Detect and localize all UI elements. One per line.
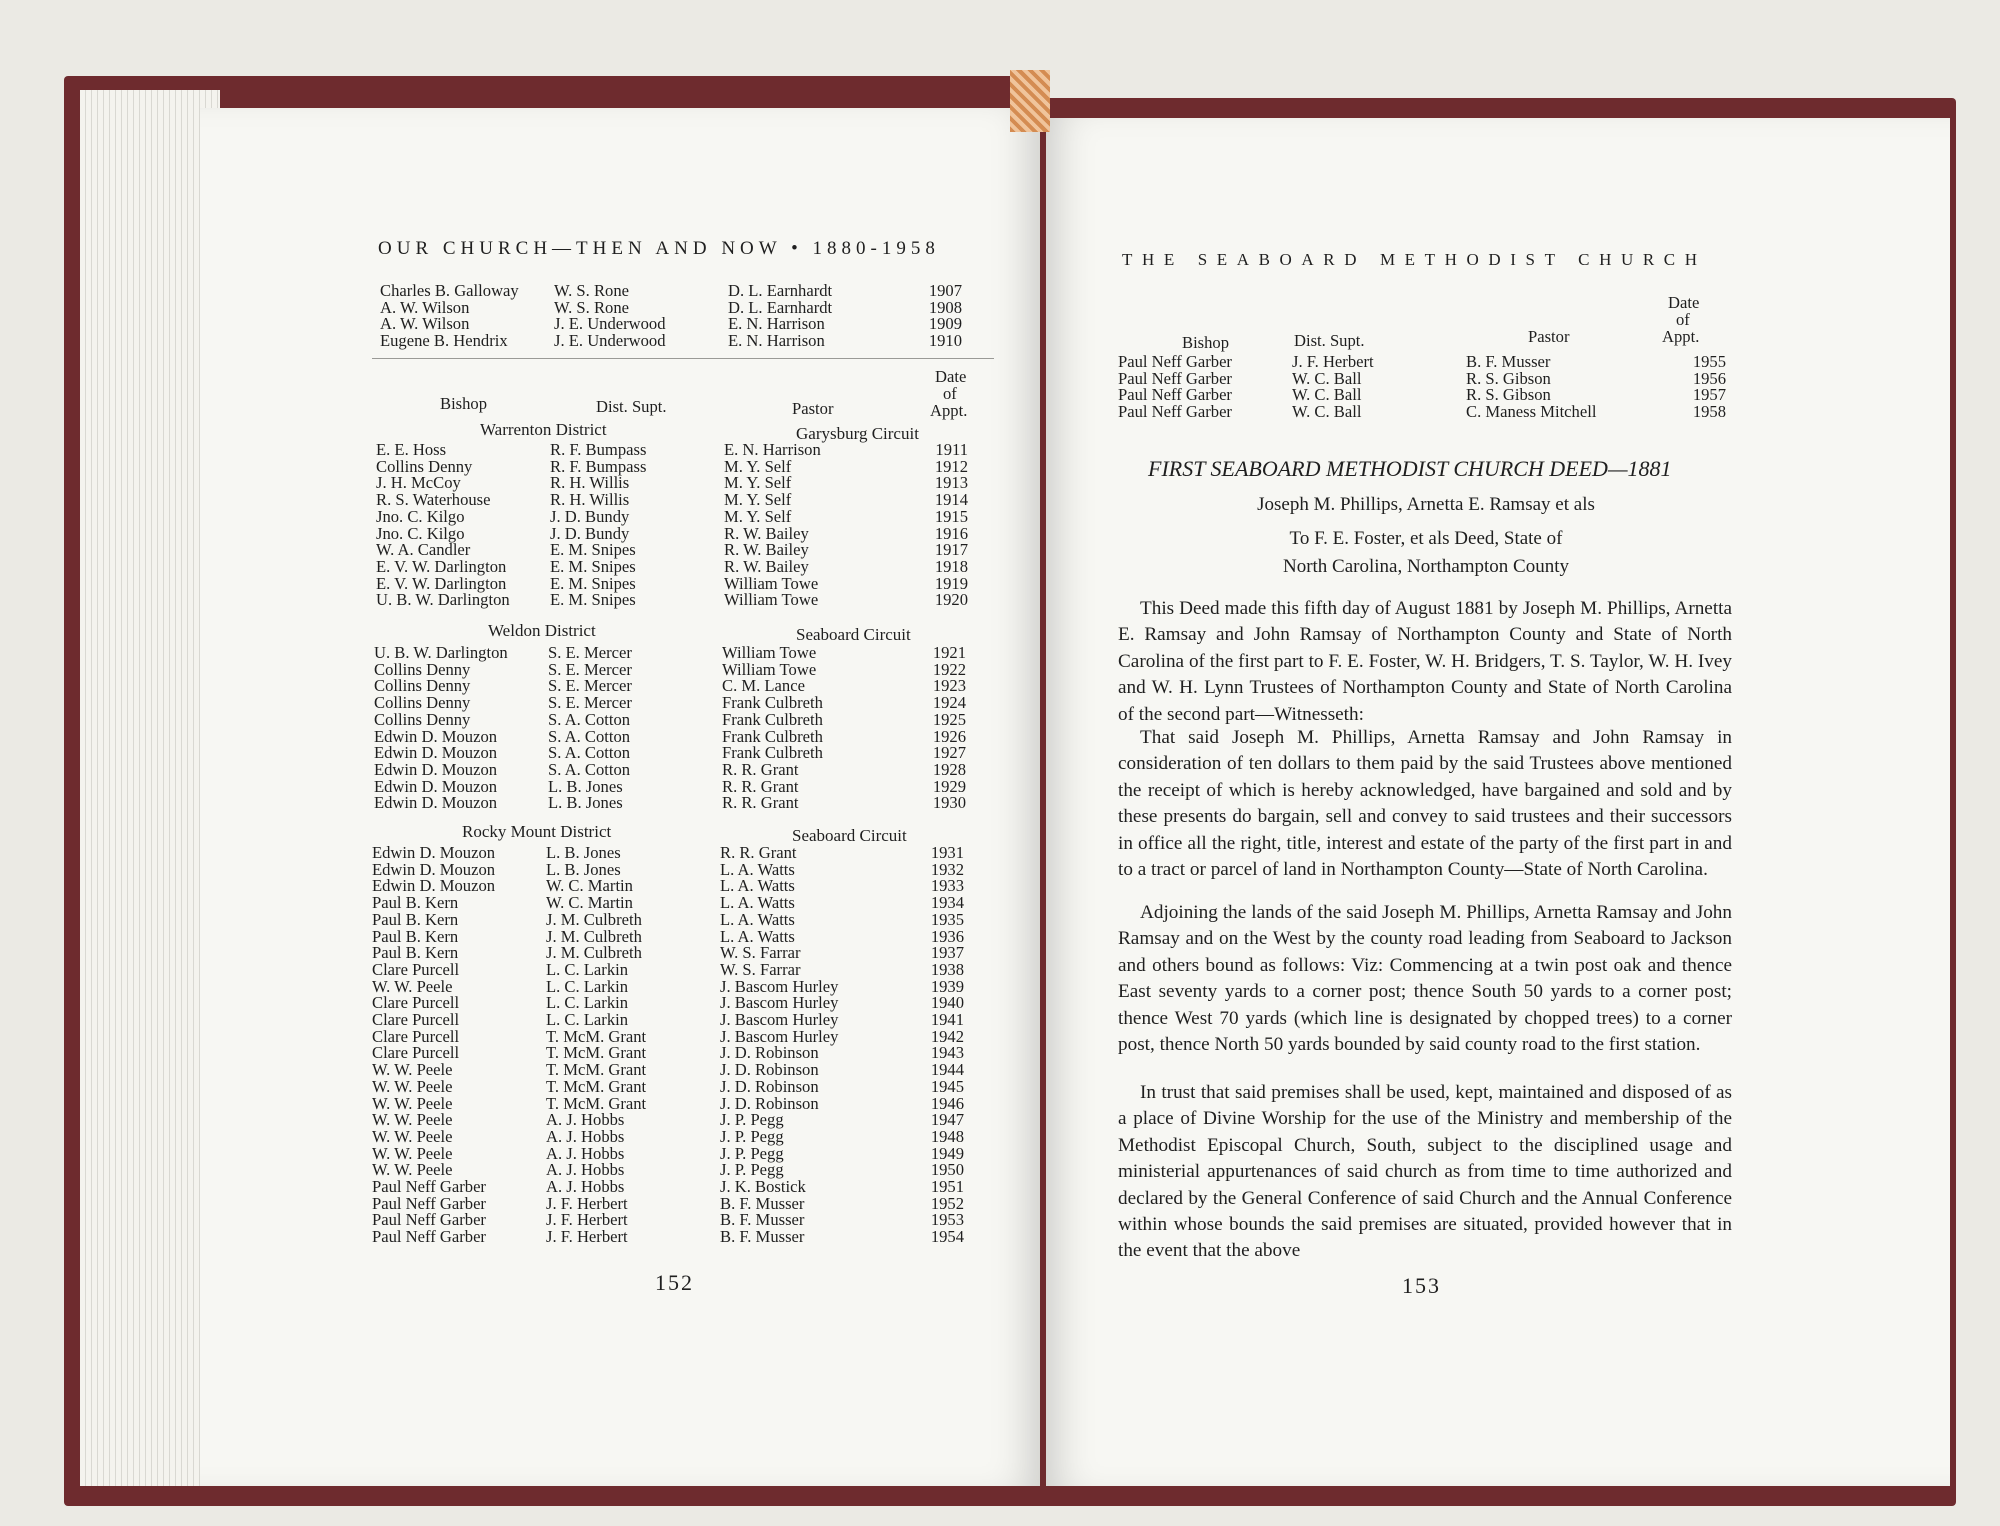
year-cell: 1927 [932,743,966,763]
dist-supt-cell: W. C. Martin [546,893,633,913]
table-row [372,926,964,946]
dist-supt-cell: W. S. Rone [554,297,629,317]
pastor-cell: Frank Culbreth [722,709,823,729]
dist-supt-cell: R. H. Willis [550,473,630,493]
year-cell: 1924 [932,693,966,713]
bishop-cell: E. V. W. Darlington [376,556,507,576]
bishop-cell: W. W. Peele [372,1160,453,1180]
dist-supt-cell: J. F. Herbert [546,1227,628,1247]
bishop-cell: Clare Purcell [372,993,460,1013]
pastor-cell: E. N. Harrison [728,314,825,334]
year-cell: 1932 [930,859,964,879]
pastor-cell: C. M. Lance [722,676,805,696]
bishop-cell: W. W. Peele [372,1110,453,1130]
pastor-cell: William Towe [722,643,817,662]
year-cell: 1958 [1692,402,1726,422]
dist-supt-cell: L. C. Larkin [546,1010,629,1030]
pastor-cell: D. L. Earnhardt [728,281,833,300]
weldon-rows [374,645,966,812]
bishop-cell: W. W. Peele [372,976,453,996]
pastor-cell: W. S. Farrar [720,959,801,979]
deed-paragraph-3: Adjoining the lands of the said Joseph M. Phillips, Arnetta Ramsay and John Ramsay and on the West by the county road leading from Seaboard to Jackson and others bound as follows: Viz: Commencing at a twin post oak and thence East seventy yards to a corner post; thence South 50 yards to a corner post; thence West 70 yards (which line is designated by chopped trees) to a corner post, thence North 50 yards bounded by said county road to the first station. [1118,902,1732,1056]
pastor-cell: Frank Culbreth [722,726,823,746]
bishop-cell: Paul Neff Garber [1118,402,1232,422]
bishop-cell: W. A. Candler [376,540,471,560]
dist-supt-cell: S. E. Mercer [548,693,632,713]
year-cell: 1918 [934,556,968,576]
pastor-cell: R. R. Grant [722,776,799,796]
bishop-cell: Edwin D. Mouzon [372,843,496,862]
year-cell: 1919 [934,573,968,593]
year-cell: 1913 [934,473,968,493]
dist-supt-cell: S. A. Cotton [548,759,631,779]
dist-supt-cell: L. B. Jones [548,776,623,796]
pastor-cell: R. W. Bailey [724,540,809,560]
bishop-cell: Charles B. Galloway [380,281,519,300]
table-row [1118,404,1726,421]
dist-supt-cell: W. C. Martin [546,876,633,896]
table-row [372,976,964,996]
right-running-head: THE SEABOARD METHODIST CHURCH [1122,250,1707,269]
dist-supt-cell: L. B. Jones [548,793,623,813]
dist-supt-cell: E. M. Snipes [550,540,636,560]
table-row [372,995,964,1012]
table-row [380,333,962,350]
table-row [372,1076,964,1096]
pastor-cell: L. A. Watts [720,909,795,929]
header-pastor: Pastor [792,399,834,418]
pastor-cell: J. P. Pegg [720,1143,784,1163]
pastor-cell: B. F. Musser [720,1193,805,1213]
table-divider [372,358,994,359]
year-cell: 1935 [930,909,964,929]
dist-supt-cell: J. M. Culbreth [546,909,642,929]
dist-supt-cell: J. D. Bundy [550,523,630,543]
dist-supt-cell: L. B. Jones [546,859,621,879]
pastor-cell: L. A. Watts [720,926,795,946]
pastor-cell: J. D. Robinson [720,1043,819,1063]
pastor-cell: Frank Culbreth [722,693,823,713]
year-cell: 1956 [1692,368,1726,388]
table-row [372,1093,964,1113]
right-page-number: 153 [1402,1273,1441,1298]
bishop-cell: W. W. Peele [372,1076,453,1096]
dist-supt-cell: L. C. Larkin [546,976,629,996]
header-bishop: Bishop [440,394,488,413]
year-cell: 1953 [930,1210,964,1230]
dist-supt-cell: J. F. Herbert [1292,352,1374,371]
year-cell: 1948 [930,1126,964,1146]
deed-paragraph-1: This Deed made this fifth day of August 1881 by Joseph M. Phillips, Arnetta E. Ramsay and John Ramsay of Northampton County and State of North Carolina of the first part to F. E. Foster, W. H. Bridgers, T. S. Taylor, W. H. Ivey and W. H. Lynn Trustees of Northampton County and State of North Carolina of the second part—Witnesseth: [1118,598,1732,725]
year-cell: 1926 [932,726,966,746]
bishop-cell: R. S. Waterhouse [376,490,491,510]
dist-supt-cell: E. M. Snipes [550,590,636,610]
bishop-cell: E. E. Hoss [376,440,447,459]
district-warrenton: Warrenton District [480,420,607,439]
table-row [372,1143,964,1163]
bishop-cell: W. W. Peele [372,1143,453,1163]
dist-supt-cell: L. C. Larkin [546,993,629,1013]
deed-paragraph-4: In trust that said premises shall be used, kept, maintained and disposed of as a place of Divine Worship for the use of the Ministry and membership of the Methodist Episcopal Church, South, subject to the disciplined usage and ministerial appurtenances of said church as from time to time authorized and declared by the General Conference of said Church and the Annual Conference within whose bounds the said premises are situated, provided however that in the event that the above [1118,1082,1732,1262]
table-row [376,592,968,609]
dist-supt-cell: S. E. Mercer [548,676,632,696]
pastor-cell: J. P. Pegg [720,1126,784,1146]
pastor-cell: E. N. Harrison [724,440,821,459]
dist-supt-cell: W. C. Ball [1292,402,1362,422]
header-pastor: Pastor [1528,327,1570,346]
pastor-cell: J. D. Robinson [720,1060,819,1080]
header-date: Date [935,367,967,386]
left-running-head: OUR CHURCH—THEN AND NOW • 1880-1958 [378,238,940,259]
table-row [372,1012,964,1029]
year-cell: 1933 [930,876,964,896]
bishop-cell: Collins Denny [376,456,473,476]
table-row [372,945,964,962]
pastor-cell: R. R. Grant [722,759,799,779]
dist-supt-cell: W. S. Rone [554,281,629,300]
pastor-cell: M. Y. Self [724,473,792,493]
year-cell: 1931 [930,843,964,862]
pastor-cell: R. W. Bailey [724,523,809,543]
dist-supt-cell: T. McM. Grant [546,1060,647,1080]
dist-supt-cell: S. E. Mercer [548,643,632,662]
bishop-cell: A. W. Wilson [380,314,470,334]
year-cell: 1944 [930,1060,964,1080]
pastor-cell: W. S. Farrar [720,943,801,963]
header-dist-supt: Dist. Supt. [596,397,667,416]
table-row [372,909,964,929]
pastor-cell: R. S. Gibson [1466,368,1551,388]
pastor-cell: J. P. Pegg [720,1110,784,1130]
bishop-cell: Paul Neff Garber [372,1193,486,1213]
year-cell: 1923 [932,676,966,696]
year-cell: 1910 [928,331,962,351]
bishop-cell: Collins Denny [374,676,471,696]
year-cell: 1949 [930,1143,964,1163]
dist-supt-cell: J. E. Underwood [554,331,666,351]
pastor-cell: J. K. Bostick [720,1177,806,1197]
bishop-cell: Paul B. Kern [372,909,459,929]
pastor-cell: B. F. Musser [720,1227,805,1247]
bishop-cell: Edwin D. Mouzon [374,776,498,796]
bishop-cell: Paul Neff Garber [1118,385,1232,405]
dist-supt-cell: L. B. Jones [546,843,621,862]
dist-supt-cell: J. M. Culbreth [546,943,642,963]
dist-supt-cell: S. A. Cotton [548,726,631,746]
bishop-cell: Edwin D. Mouzon [374,759,498,779]
bishop-cell: Edwin D. Mouzon [374,793,498,813]
dist-supt-cell: W. C. Ball [1292,368,1362,388]
bishop-cell: Paul B. Kern [372,943,459,963]
dist-supt-cell: A. J. Hobbs [546,1160,625,1180]
pastor-cell: M. Y. Self [724,456,792,476]
year-cell: 1936 [930,926,964,946]
appointments-table-1907-1910 [380,283,962,350]
bishop-cell: Paul Neff Garber [1118,352,1232,371]
deed-line-grantee: To F. E. Foster, et als Deed, State of [1289,528,1563,549]
deed-line-parties: Joseph M. Phillips, Arnetta E. Ramsay et als [1257,494,1595,515]
circuit-garysburg: Garysburg Circuit [796,424,919,443]
year-cell: 1917 [934,540,968,560]
pastor-cell: L. A. Watts [720,859,795,879]
table-row [372,1112,964,1129]
pastor-cell: B. F. Musser [720,1210,805,1230]
year-cell: 1955 [1692,352,1726,371]
dist-supt-cell: S. E. Mercer [548,659,632,679]
header-appt: Appt. [930,401,968,420]
pastor-cell: R. W. Bailey [724,556,809,576]
bishop-cell: J. H. McCoy [376,473,461,493]
year-cell: 1947 [930,1110,964,1130]
table-row [372,1026,964,1046]
circuit-seaboard-2: Seaboard Circuit [792,826,907,845]
table-row [376,506,968,526]
header-of: of [1676,310,1690,329]
dist-supt-cell: A. J. Hobbs [546,1110,625,1130]
header-bishop: Bishop [1182,333,1230,352]
dist-supt-cell: R. F. Bumpass [550,440,647,459]
year-cell: 1912 [934,456,968,476]
bishop-cell: Eugene B. Hendrix [380,331,508,351]
pastor-cell: William Towe [722,659,817,679]
bishop-cell: Paul Neff Garber [372,1177,486,1197]
year-cell: 1921 [932,643,966,662]
dist-supt-cell: T. McM. Grant [546,1043,647,1063]
pastor-cell: B. F. Musser [1466,352,1551,371]
pastor-cell: William Towe [724,590,819,610]
dist-supt-cell: A. J. Hobbs [546,1143,625,1163]
pastor-cell: Frank Culbreth [722,743,823,763]
year-cell: 1916 [934,523,968,543]
bishop-cell: A. W. Wilson [380,297,470,317]
year-cell: 1945 [930,1076,964,1096]
header-of: of [943,384,957,403]
year-cell: 1957 [1692,385,1726,405]
year-cell: 1954 [930,1227,964,1247]
bishop-cell: Collins Denny [374,709,471,729]
bishop-cell: W. W. Peele [372,1126,453,1146]
year-cell: 1937 [930,943,964,963]
bishop-cell: Collins Denny [374,659,471,679]
pastor-cell: J. P. Pegg [720,1160,784,1180]
bishop-cell: Clare Purcell [372,1043,460,1063]
bookmark-ribbon [1010,70,1050,132]
year-cell: 1939 [930,976,964,996]
pastor-cell: J. Bascom Hurley [720,1010,839,1030]
table-row [372,1045,964,1062]
bishop-cell: Paul B. Kern [372,893,459,913]
warrenton-rows [376,442,968,609]
year-cell: 1951 [930,1177,964,1197]
pastor-cell: William Towe [724,573,819,593]
header-dist-supt: Dist. Supt. [1294,331,1365,350]
pastor-cell: D. L. Earnhardt [728,297,833,317]
header-date: Date [1668,293,1700,312]
dist-supt-cell: T. McM. Grant [546,1076,647,1096]
dist-supt-cell: E. M. Snipes [550,573,636,593]
pastor-cell: M. Y. Self [724,506,792,526]
bishop-cell: Paul Neff Garber [372,1210,486,1230]
dist-supt-cell: T. McM. Grant [546,1093,647,1113]
dist-supt-cell: J. F. Herbert [546,1193,628,1213]
year-cell: 1908 [928,297,962,317]
table-row [372,1126,964,1146]
year-cell: 1915 [934,506,968,526]
year-cell: 1943 [930,1043,964,1063]
dist-supt-cell: S. A. Cotton [548,743,631,763]
circuit-seaboard-1: Seaboard Circuit [796,625,911,644]
dist-supt-cell: E. M. Snipes [550,556,636,576]
dist-supt-cell: J. F. Herbert [546,1210,628,1230]
year-cell: 1934 [930,893,964,913]
dist-supt-cell: J. E. Underwood [554,314,666,334]
dist-supt-cell: S. A. Cotton [548,709,631,729]
year-cell: 1925 [932,709,966,729]
bishop-cell: Paul B. Kern [372,926,459,946]
bishop-cell: Edwin D. Mouzon [372,876,496,896]
dist-supt-cell: L. C. Larkin [546,959,629,979]
table-row [374,709,966,729]
bishop-cell: Clare Purcell [372,1010,460,1030]
year-cell: 1922 [932,659,966,679]
district-weldon: Weldon District [488,621,596,640]
deed-title: FIRST SEABOARD METHODIST CHURCH DEED—1881 [1148,456,1672,481]
bishop-cell: Clare Purcell [372,1026,460,1046]
left-page-number: 152 [655,1270,694,1295]
pastor-cell: C. Maness Mitchell [1466,402,1597,422]
table-row [374,795,966,812]
rocky-mount-rows [372,845,964,1246]
pastor-cell: R. R. Grant [720,843,797,862]
pastor-cell: R. S. Gibson [1466,385,1551,405]
table-row [372,878,964,895]
bishop-cell: W. W. Peele [372,1093,453,1113]
bishop-cell: Collins Denny [374,693,471,713]
year-cell: 1941 [930,1010,964,1030]
year-cell: 1950 [930,1160,964,1180]
table-row [372,1062,964,1079]
year-cell: 1911 [935,440,968,459]
dist-supt-cell: J. D. Bundy [550,506,630,526]
year-cell: 1914 [934,490,968,510]
pastor-cell: M. Y. Self [724,490,792,510]
pastor-cell: J. Bascom Hurley [720,976,839,996]
dist-supt-cell: R. F. Bumpass [550,456,647,476]
bishop-cell: Edwin D. Mouzon [374,743,498,763]
appointments-table-1955-1958 [1118,354,1726,421]
table-row [372,895,964,912]
year-cell: 1938 [930,959,964,979]
year-cell: 1920 [934,590,968,610]
page-edges [80,90,220,1486]
bishop-cell: Paul Neff Garber [372,1227,486,1247]
year-cell: 1907 [928,281,962,300]
pastor-cell: J. D. Robinson [720,1076,819,1096]
table-row [376,456,968,476]
year-cell: 1929 [932,776,966,796]
pastor-cell: J. Bascom Hurley [720,993,839,1013]
bishop-cell: Paul Neff Garber [1118,368,1232,388]
header-appt: Appt. [1662,327,1700,346]
pastor-cell: L. A. Watts [720,876,795,896]
table-row [372,959,964,979]
bishop-cell: U. B. W. Darlington [376,590,510,610]
table-row [372,1229,964,1246]
bishop-cell: Clare Purcell [372,959,460,979]
pastor-cell: E. N. Harrison [728,331,825,351]
pastor-cell: J. D. Robinson [720,1093,819,1113]
year-cell: 1942 [930,1026,964,1046]
year-cell: 1952 [930,1193,964,1213]
dist-supt-cell: R. H. Willis [550,490,630,510]
dist-supt-cell: J. M. Culbreth [546,926,642,946]
bishop-cell: Jno. C. Kilgo [376,506,465,526]
year-cell: 1940 [930,993,964,1013]
year-cell: 1946 [930,1093,964,1113]
dist-supt-cell: A. J. Hobbs [546,1126,625,1146]
dist-supt-cell: W. C. Ball [1292,385,1362,405]
bishop-cell: Edwin D. Mouzon [374,726,498,746]
bishop-cell: E. V. W. Darlington [376,573,507,593]
dist-supt-cell: A. J. Hobbs [546,1177,625,1197]
bishop-cell: Edwin D. Mouzon [372,859,496,879]
bishop-cell: U. B. W. Darlington [374,643,508,662]
pastor-cell: J. Bascom Hurley [720,1026,839,1046]
deed-line-county: North Carolina, Northampton County [1282,556,1570,577]
pastor-cell: R. R. Grant [722,793,799,813]
bishop-cell: Jno. C. Kilgo [376,523,465,543]
deed-paragraph-2: That said Joseph M. Phillips, Arnetta Ramsay and John Ramsay in consideration of ten dollars to them paid by the said Trustees above mentioned the receipt of which is hereby acknowledged, have bargained and sold and by these presents do bargain, sell and convey to said trustees and their successors in office all the right, title, interest and estate of the party of the first part in and to a tract or parcel of land in Northampton County—State of North Carolina. [1118,727,1732,881]
table-row [376,492,968,509]
bishop-cell: W. W. Peele [372,1060,453,1080]
year-cell: 1909 [928,314,962,334]
dist-supt-cell: T. McM. Grant [546,1026,647,1046]
year-cell: 1928 [932,759,966,779]
year-cell: 1930 [932,793,966,813]
district-rocky-mount: Rocky Mount District [462,822,612,841]
pastor-cell: L. A. Watts [720,893,795,913]
